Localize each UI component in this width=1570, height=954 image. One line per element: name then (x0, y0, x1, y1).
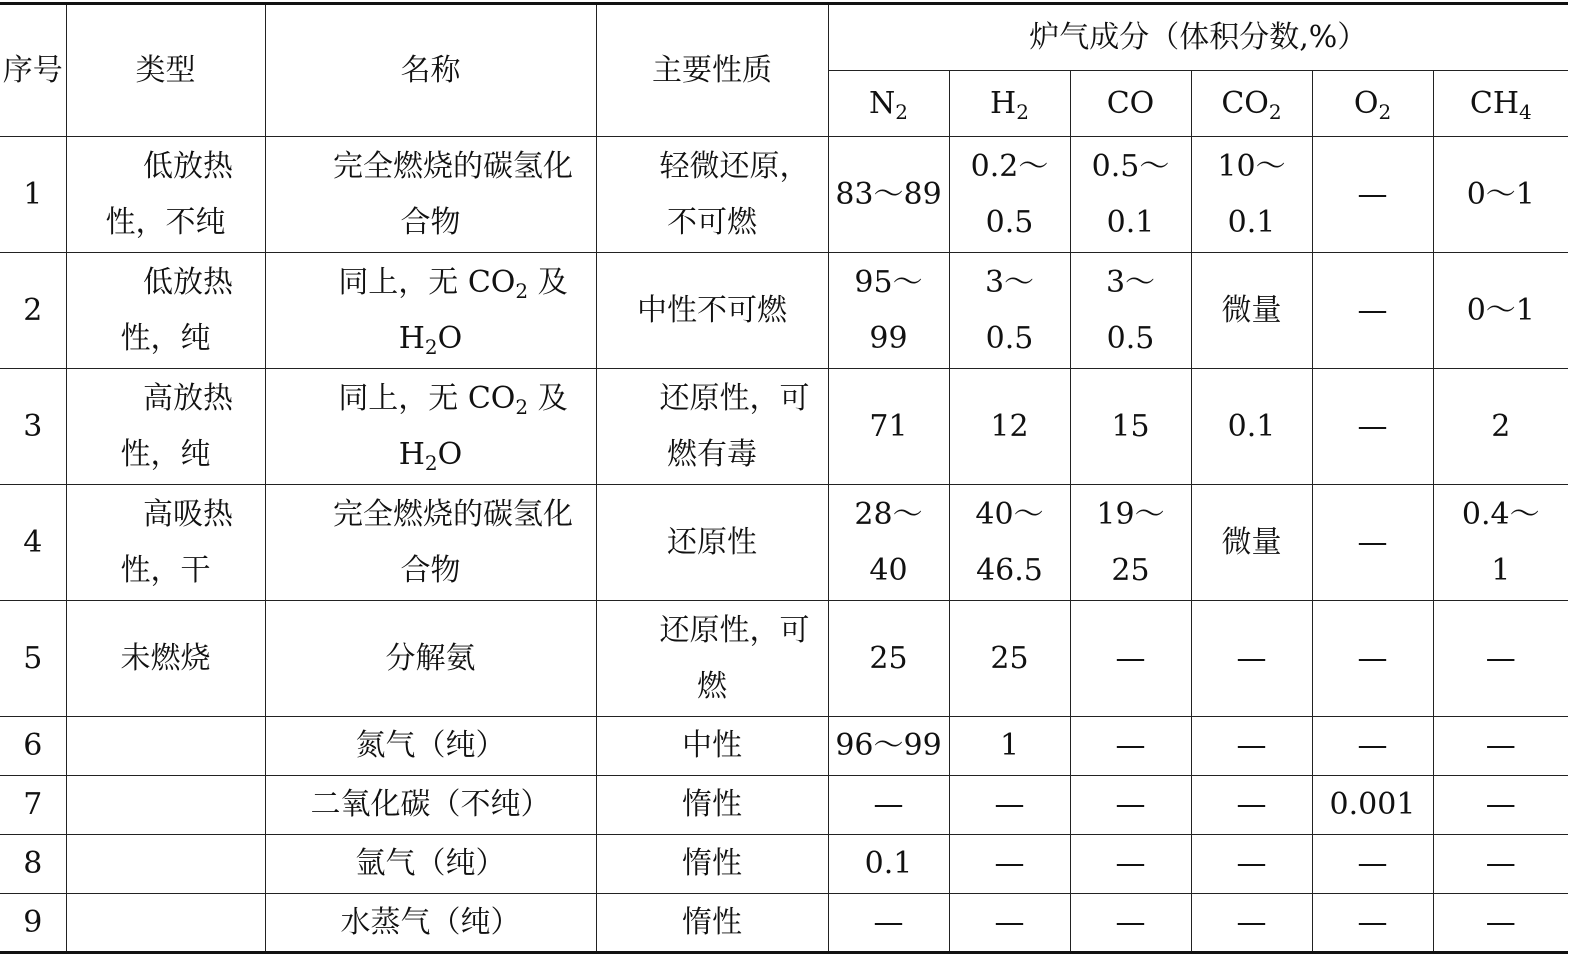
cell-value: — (1312, 137, 1433, 253)
cell-type: 未燃烧 (66, 601, 265, 717)
cell-type (66, 776, 265, 835)
cell-seq: 2 (0, 253, 66, 369)
cell-type: 低放热性，纯 (66, 253, 265, 369)
cell-property: 还原性 (596, 485, 828, 601)
header-gas: $CH_4$ (1433, 71, 1568, 137)
cell-value: 10～0.1 (1191, 137, 1312, 253)
cell-value: — (1312, 369, 1433, 485)
cell-value: — (1070, 601, 1191, 717)
cell-value: 96～99 (828, 717, 949, 776)
cell-type (66, 717, 265, 776)
header-gas: CO (1070, 71, 1191, 137)
cell-value: — (1433, 601, 1568, 717)
cell-value: — (1191, 776, 1312, 835)
cell-value: — (949, 894, 1070, 953)
cell-value: 95～99 (828, 253, 949, 369)
cell-property: 还原性，可燃 (596, 601, 828, 717)
cell-value: 0.5～0.1 (1070, 137, 1191, 253)
cell-value: 0.1 (1191, 369, 1312, 485)
cell-value: 15 (1070, 369, 1191, 485)
cell-property: 惰性 (596, 835, 828, 894)
cell-type (66, 894, 265, 953)
cell-seq: 1 (0, 137, 66, 253)
header-composition: 炉气成分（体积分数,%） (828, 4, 1568, 71)
cell-type: 低放热性，不纯 (66, 137, 265, 253)
cell-value: 微量 (1191, 485, 1312, 601)
cell-value: — (949, 776, 1070, 835)
table-row (0, 601, 1568, 717)
cell-name: 氩气（纯） (265, 835, 596, 894)
cell-name: 完全燃烧的碳氢化合物 (265, 485, 596, 601)
header-gas: $N_2$ (828, 71, 949, 137)
cell-name: 二氧化碳（不纯） (265, 776, 596, 835)
cell-property: 还原性，可燃有毒 (596, 369, 828, 485)
cell-value: 25 (828, 601, 949, 717)
table-row (0, 369, 1568, 485)
cell-value: — (1070, 717, 1191, 776)
cell-name: 同上，无 $CO_2$ 及 $H_2O$ (265, 369, 596, 485)
cell-value: — (1191, 894, 1312, 953)
cell-seq: 4 (0, 485, 66, 601)
cell-property: 中性 (596, 717, 828, 776)
cell-value: — (828, 894, 949, 953)
cell-value: — (1312, 717, 1433, 776)
cell-value: 0.2～0.5 (949, 137, 1070, 253)
cell-value: — (1312, 253, 1433, 369)
cell-value: 0.1 (828, 835, 949, 894)
cell-value: — (1191, 835, 1312, 894)
cell-value: — (1312, 835, 1433, 894)
cell-name: 同上，无 $CO_2$ 及 $H_2O$ (265, 253, 596, 369)
cell-value: — (1312, 601, 1433, 717)
cell-value: 19～25 (1070, 485, 1191, 601)
cell-value: 25 (949, 601, 1070, 717)
cell-value: — (1312, 894, 1433, 953)
cell-value: — (1312, 485, 1433, 601)
cell-value: — (1433, 717, 1568, 776)
cell-value: 微量 (1191, 253, 1312, 369)
cell-seq: 7 (0, 776, 66, 835)
table-row (0, 894, 1568, 953)
table-row (0, 717, 1568, 776)
cell-value: 0.4～1 (1433, 485, 1568, 601)
cell-value: — (949, 835, 1070, 894)
cell-type: 高吸热性，干 (66, 485, 265, 601)
cell-property: 惰性 (596, 776, 828, 835)
cell-name: 完全燃烧的碳氢化合物 (265, 137, 596, 253)
table-row (0, 137, 1568, 253)
cell-value: 40～46.5 (949, 485, 1070, 601)
cell-value: 2 (1433, 369, 1568, 485)
cell-type: 高放热性，纯 (66, 369, 265, 485)
cell-property: 惰性 (596, 894, 828, 953)
table-row (0, 835, 1568, 894)
cell-name: 分解氨 (265, 601, 596, 717)
cell-value: — (1433, 835, 1568, 894)
cell-value: 3～0.5 (1070, 253, 1191, 369)
table-row (0, 253, 1568, 369)
furnace-gas-table (0, 2, 1568, 954)
cell-value: 3～0.5 (949, 253, 1070, 369)
table-row (0, 776, 1568, 835)
cell-value: — (1433, 894, 1568, 953)
header-gas: $H_2$ (949, 71, 1070, 137)
cell-value: 0.001 (1312, 776, 1433, 835)
cell-value: 28～40 (828, 485, 949, 601)
cell-value: — (828, 776, 949, 835)
cell-value: — (1070, 776, 1191, 835)
cell-value: — (1070, 835, 1191, 894)
cell-value: — (1191, 601, 1312, 717)
cell-name: 水蒸气（纯） (265, 894, 596, 953)
cell-value: 83～89 (828, 137, 949, 253)
cell-value: 0～1 (1433, 253, 1568, 369)
table-row (0, 485, 1568, 601)
header-type: 类型 (66, 4, 265, 137)
cell-value: 0～1 (1433, 137, 1568, 253)
cell-property: 轻微还原，不可燃 (596, 137, 828, 253)
cell-seq: 8 (0, 835, 66, 894)
cell-value: 12 (949, 369, 1070, 485)
header-gas: $O_2$ (1312, 71, 1433, 137)
cell-value: — (1191, 717, 1312, 776)
cell-value: — (1070, 894, 1191, 953)
cell-seq: 5 (0, 601, 66, 717)
cell-value: 71 (828, 369, 949, 485)
header-gas: $CO_2$ (1191, 71, 1312, 137)
header-name: 名称 (265, 4, 596, 137)
cell-seq: 3 (0, 369, 66, 485)
cell-type (66, 835, 265, 894)
cell-value: — (1433, 776, 1568, 835)
cell-value: 1 (949, 717, 1070, 776)
cell-seq: 9 (0, 894, 66, 953)
header-seq: 序号 (0, 4, 66, 137)
cell-property: 中性不可燃 (596, 253, 828, 369)
cell-name: 氮气（纯） (265, 717, 596, 776)
cell-seq: 6 (0, 717, 66, 776)
header-property: 主要性质 (596, 4, 828, 137)
